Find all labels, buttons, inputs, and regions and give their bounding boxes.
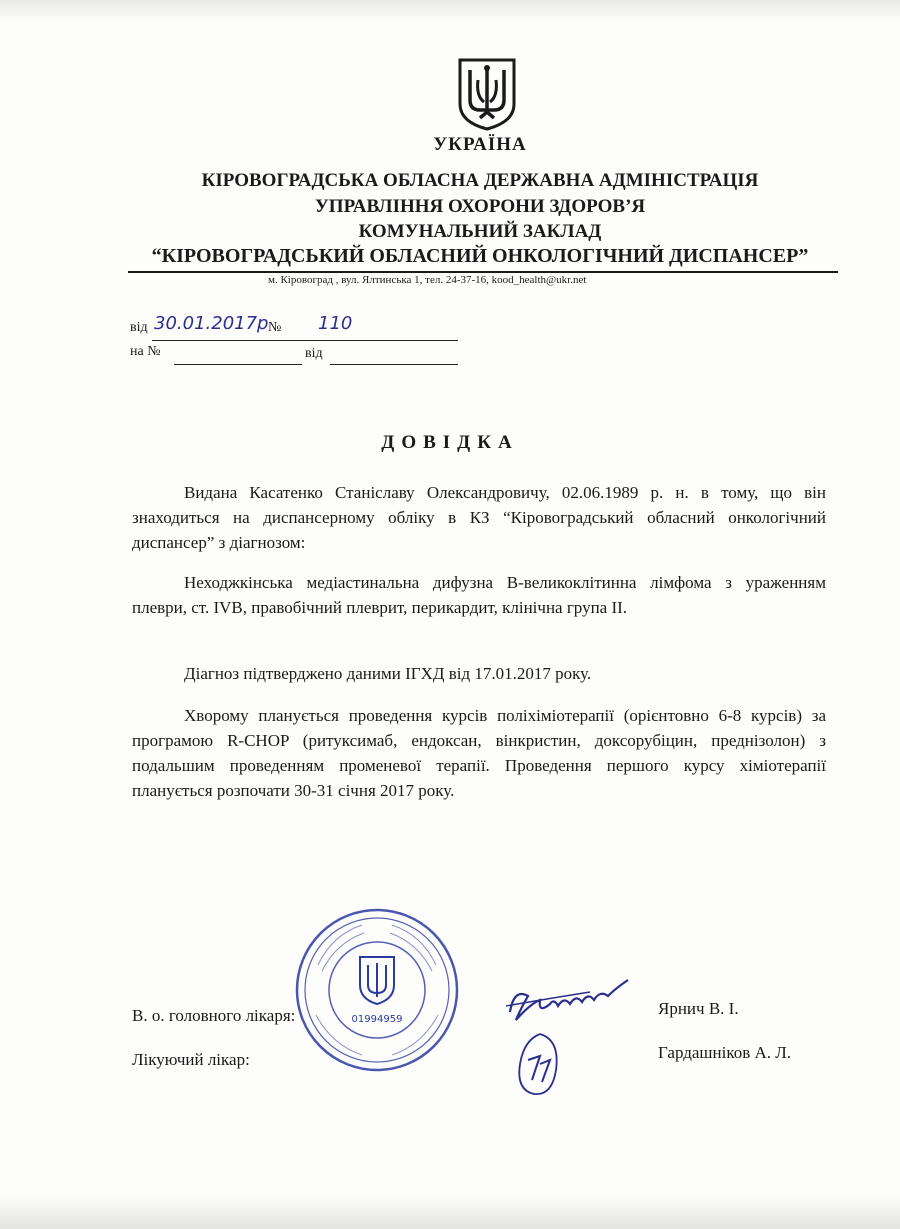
reg-reply-from-label: від: [305, 346, 323, 361]
signature-role-attending-doctor: Лікуючий лікар:: [132, 1050, 250, 1069]
signature-role-head-doctor: В. о. головного лікаря:: [132, 1006, 296, 1025]
paragraph-confirmation: [132, 661, 826, 686]
paragraph-issued-to: [132, 480, 826, 555]
paragraph-diagnosis-text: Неходжкінська медіастинальна дифузна В-великоклітинна лімфома з ураженням плеври, ст. IVB, правобічний плеврит, перикардит, клінічна група II.: [132, 573, 826, 617]
signature-name-attending-doctor: Гардашніков А. Л.: [658, 1043, 792, 1062]
stamp-code-text: 01994959: [351, 1014, 403, 1025]
signature-name-head-doctor: Ярнич В. І.: [658, 999, 739, 1018]
document-title: ДОВІДКА: [381, 432, 519, 453]
paragraph-treatment-plan-text: Хворому планується проведення курсів поліхіміотерапії (орієнтовно 6-8 курсів) за програмою R-CHOP (ритуксимаб, ендоксан, вінкристин, доксорубіцин, преднізолон) з подальшим проведенням променевої терапії. Проведення першого курсу хіміотерапії планується розпочати 30-31 січня 2017 року.: [132, 706, 826, 800]
reg-from-label: від: [130, 320, 148, 335]
header-institution-name: “КІРОВОГРАДСЬКИЙ ОБЛАСНИЙ ОНКОЛОГІЧНИЙ ДИСПАНСЕР”: [151, 245, 809, 267]
reg-line-2a: [174, 364, 302, 365]
reg-number-label: №: [268, 320, 282, 335]
head-doctor-signature: [500, 970, 640, 1030]
official-stamp: [292, 905, 462, 1075]
header-department: УПРАВЛІННЯ ОХОРОНИ ЗДОРОВ’Я: [314, 196, 646, 217]
scan-bottom-shadow: [0, 1194, 900, 1229]
paragraph-issued-to-text: Видана Касатенко Станіславу Олександровичу, 02.06.1989 р. н. в тому, що він знаходиться на диспансерному обліку в КЗ “Кіровоградський обласний онкологічний диспансер” з діагнозом:: [132, 483, 826, 552]
header-address: м. Кіровоград , вул. Ялтинська 1, тел. 24-37-16, kood_health@ukr.net: [268, 274, 587, 286]
paragraph-confirmation-text: Діагноз підтверджено даними ІГХД від 17.01.2017 року.: [184, 664, 592, 683]
header-divider: [128, 271, 838, 273]
header-administration: КІРОВОГРАДСЬКА ОБЛАСНА ДЕРЖАВНА АДМІНІСТРАЦІЯ: [201, 170, 759, 191]
paragraph-diagnosis: [132, 570, 826, 620]
attending-doctor-signature: [510, 1030, 570, 1100]
reg-number-handwritten: 110: [318, 313, 353, 334]
header-institution-type: КОМУНАЛЬНИЙ ЗАКЛАД: [358, 221, 602, 242]
header-country: УКРАЇНА: [433, 134, 527, 155]
paragraph-treatment-plan: [132, 703, 826, 803]
reg-date-handwritten: 30.01.2017р: [154, 313, 269, 334]
reg-reply-label: на №: [130, 344, 161, 359]
reg-line-1: [152, 340, 458, 341]
coat-of-arms-icon: [456, 56, 518, 132]
scan-edge-shadow: [0, 0, 900, 22]
reg-line-2b: [330, 364, 458, 365]
